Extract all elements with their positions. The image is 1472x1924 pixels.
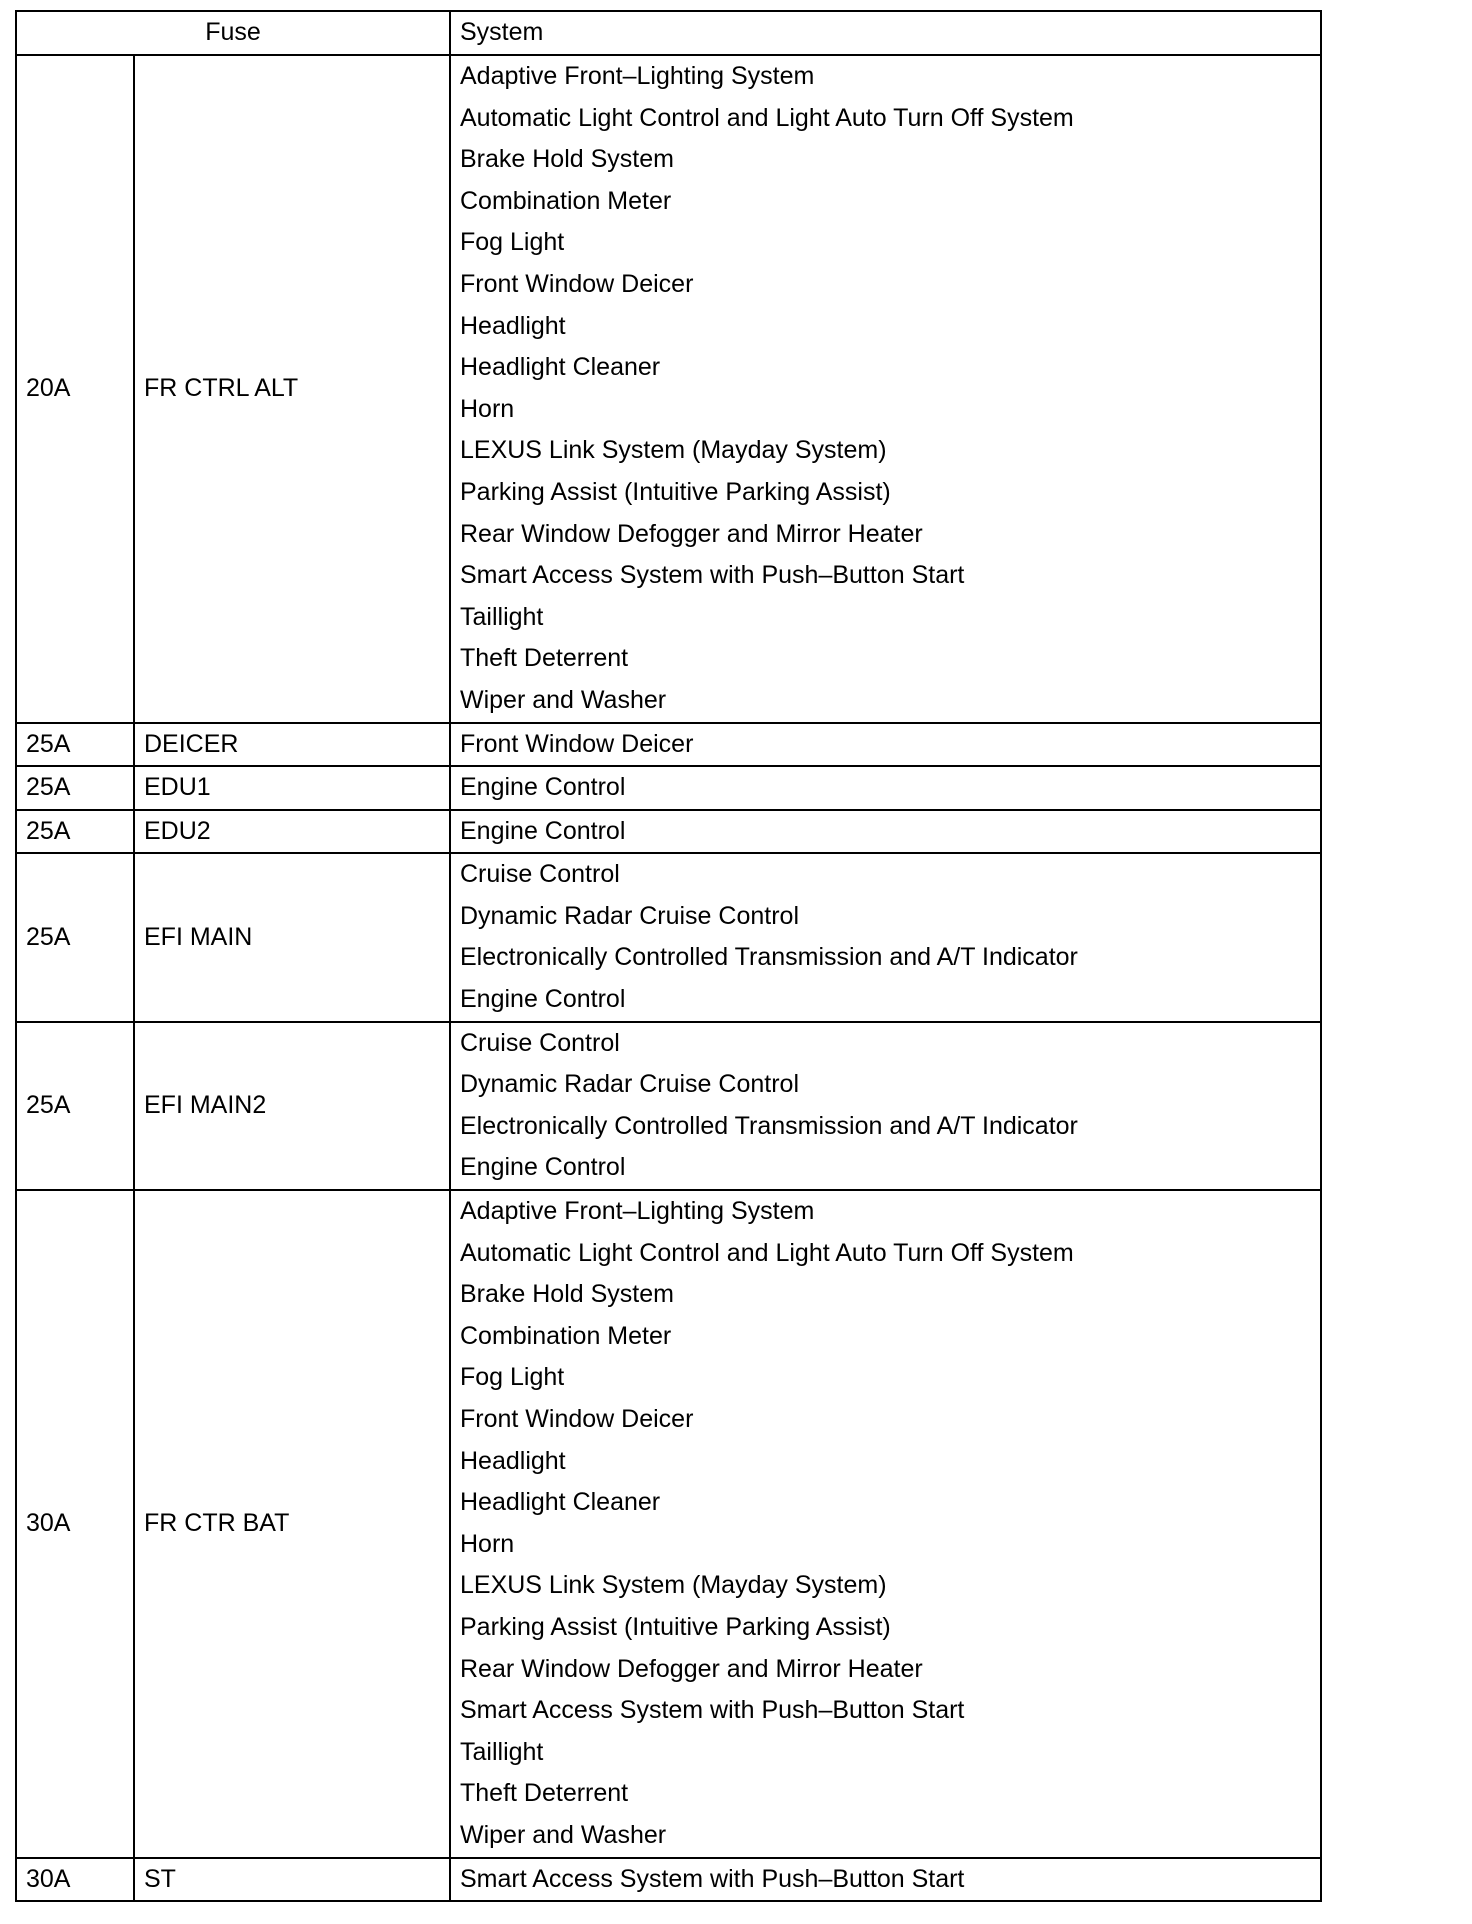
- system-item: Engine Control: [460, 1153, 626, 1182]
- system-item: Smart Access System with Push–Button Start: [460, 1696, 965, 1725]
- fuse-amperage: 25A: [16, 723, 134, 767]
- system-item: Taillight: [460, 602, 544, 631]
- table-row: [16, 766, 1321, 810]
- system-item: Brake Hold System: [460, 145, 674, 174]
- system-item: Front Window Deicer: [460, 269, 694, 298]
- table-body: [16, 55, 1321, 1901]
- fuse-name: DEICER: [134, 723, 450, 767]
- system-item: Dynamic Radar Cruise Control: [460, 901, 800, 930]
- table-row: [16, 810, 1321, 854]
- system-item: Adaptive Front–Lighting System: [460, 62, 815, 90]
- fuse-table: [15, 10, 1322, 1902]
- fuse-name: EFI MAIN: [134, 853, 450, 1021]
- system-item: Front Window Deicer: [460, 1405, 694, 1433]
- system-item: Theft Deterrent: [460, 644, 629, 673]
- system-item: Headlight Cleaner: [460, 353, 661, 382]
- fuse-column-header: Fuse: [16, 11, 450, 55]
- system-list: [450, 55, 1321, 723]
- system-item: Rear Window Defogger and Mirror Heater: [460, 1654, 923, 1683]
- system-item: Combination Meter: [460, 1321, 672, 1350]
- system-item: LEXUS Link System (Mayday System): [460, 1571, 887, 1600]
- fuse-name: EFI MAIN2: [134, 1022, 450, 1190]
- system-list: [450, 1858, 1321, 1902]
- fuse-amperage: 25A: [16, 1022, 134, 1190]
- system-item: Theft Deterrent: [460, 1779, 629, 1808]
- system-item: Parking Assist (Intuitive Parking Assist): [460, 1612, 891, 1641]
- system-item: Headlight Cleaner: [460, 1488, 661, 1517]
- system-column-header: System: [450, 11, 1321, 55]
- system-item: Wiper and Washer: [460, 685, 667, 714]
- system-list: [450, 723, 1321, 767]
- system-item: Front Window Deicer: [460, 729, 694, 758]
- fuse-name: EDU2: [134, 810, 450, 854]
- table-header: [16, 11, 1321, 55]
- system-item: Fog Light: [460, 1363, 565, 1392]
- system-item: Engine Control: [460, 985, 626, 1014]
- fuse-name: FR CTR BAT: [134, 1190, 450, 1858]
- table-row: [16, 723, 1321, 767]
- system-list: [450, 1022, 1321, 1190]
- fuse-amperage: 25A: [16, 766, 134, 810]
- table-row: [16, 55, 1321, 723]
- system-item: Taillight: [460, 1737, 544, 1766]
- system-item: Engine Control: [460, 773, 626, 802]
- system-item: Parking Assist (Intuitive Parking Assist): [460, 477, 891, 506]
- fuse-name: ST: [134, 1858, 450, 1902]
- system-item: Smart Access System with Push–Button Start: [460, 561, 965, 590]
- table-row: [16, 1858, 1321, 1902]
- system-item: Cruise Control: [460, 1028, 620, 1057]
- system-list: [450, 810, 1321, 854]
- system-item: Headlight: [460, 311, 566, 340]
- system-item: Fog Light: [460, 228, 565, 257]
- header-row: [16, 11, 1321, 55]
- system-item: Combination Meter: [460, 186, 672, 215]
- system-item: Adaptive Front–Lighting System: [460, 1197, 815, 1226]
- table-row: [16, 1190, 1321, 1858]
- fuse-amperage: 25A: [16, 853, 134, 1021]
- system-list: [450, 853, 1321, 1021]
- system-item: Cruise Control: [460, 860, 620, 889]
- system-item: LEXUS Link System (Mayday System): [460, 436, 887, 465]
- system-list: [450, 766, 1321, 810]
- fuse-amperage: 30A: [16, 1190, 134, 1858]
- system-item: Horn: [460, 1529, 515, 1558]
- fuse-name: FR CTRL ALT: [134, 55, 450, 723]
- system-item: Horn: [460, 394, 515, 423]
- system-item: Automatic Light Control and Light Auto Turn Off System: [460, 103, 1074, 132]
- table-row: [16, 853, 1321, 1021]
- table-row: [16, 1022, 1321, 1190]
- system-item: Smart Access System with Push–Button Start: [460, 1864, 965, 1893]
- fuse-amperage: 30A: [16, 1858, 134, 1902]
- system-item: Headlight: [460, 1446, 566, 1475]
- system-item: Brake Hold System: [460, 1280, 674, 1309]
- system-item: Rear Window Defogger and Mirror Heater: [460, 519, 923, 548]
- system-item: Wiper and Washer: [460, 1820, 667, 1849]
- fuse-name: EDU1: [134, 766, 450, 810]
- fuse-amperage: 20A: [16, 55, 134, 723]
- fuse-amperage: 25A: [16, 810, 134, 854]
- system-item: Automatic Light Control and Light Auto Turn Off System: [460, 1238, 1074, 1267]
- system-item: Engine Control: [460, 816, 626, 845]
- system-item: Dynamic Radar Cruise Control: [460, 1070, 800, 1099]
- system-item: Electronically Controlled Transmission and A/T Indicator: [460, 943, 1078, 972]
- system-list: [450, 1190, 1321, 1858]
- system-item: Electronically Controlled Transmission and A/T Indicator: [460, 1111, 1078, 1140]
